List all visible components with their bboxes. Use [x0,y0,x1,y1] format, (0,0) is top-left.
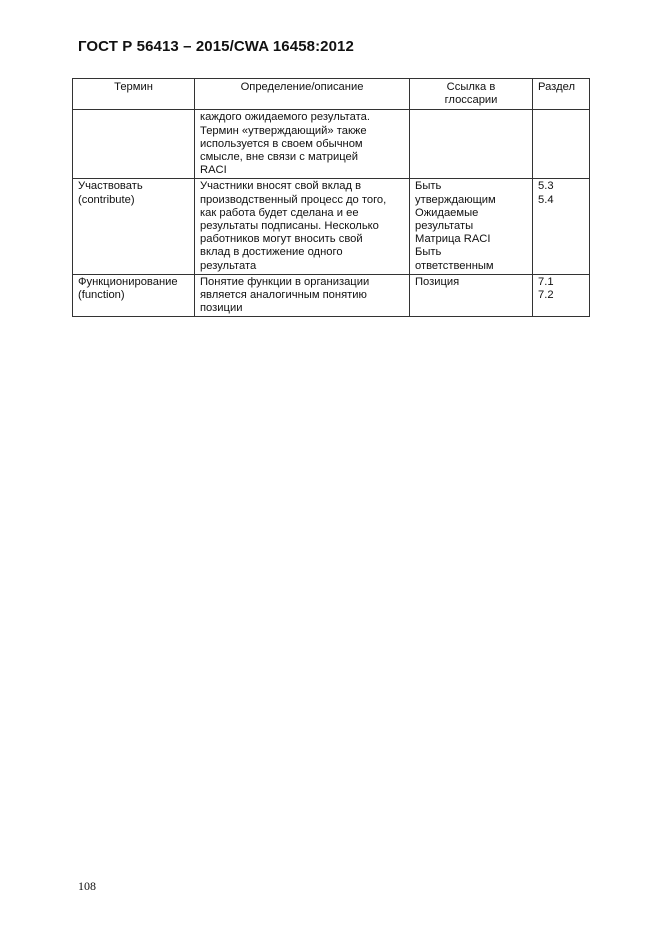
cell-text-line: является аналогичным понятию [200,289,367,302]
cell-text-line: Ожидаемые [415,206,479,219]
cell-term [73,110,195,179]
cell-text-line: 5.4 [538,193,554,206]
cell-glossary-ref [410,274,533,317]
cell-term [73,274,195,317]
column-header-glossary-ref-line: Ссылка в [446,81,496,93]
table-row [73,274,590,317]
cell-text-line: RACI [200,164,227,177]
cell-text-line: 5.3 [538,180,554,193]
cell-section [533,179,590,274]
cell-text-line: Матрица RACI [415,233,491,246]
cell-term [73,179,195,274]
column-header-term: Термин [73,79,195,110]
cell-section [533,274,590,317]
column-header-section: Раздел [533,79,590,110]
cell-glossary-ref [410,110,533,179]
cell-definition [195,110,410,179]
column-header-glossary-ref [410,79,533,110]
column-header-glossary-ref-line: глоссарии [444,94,498,107]
cell-text-line: каждого ожидаемого результата. [200,111,370,124]
cell-text-line: 7.1 [538,275,554,288]
cell-text-line: результаты [415,220,474,233]
glossary-table [72,78,590,317]
cell-text-line: (function) [78,289,125,302]
cell-text-line: 7.2 [538,289,554,302]
table-row [73,110,590,179]
cell-text-line: производственный процесс до того, [200,193,387,206]
cell-text-line: результаты подписаны. Несколько [200,220,379,233]
cell-text-line: ответственным [415,259,494,272]
cell-text-line: позиции [200,302,243,315]
table-header-row [73,79,590,110]
cell-text-line: Участники вносят свой вклад в [200,180,362,193]
cell-section [533,110,590,179]
cell-text-line: как работа будет сделана и ее [200,206,359,219]
cell-text-line: Быть [415,246,442,259]
cell-text-line: Термин «утверждающий» также [200,124,367,137]
cell-text-line: используется в своем обычном [200,137,363,150]
cell-text-line: Позиция [415,275,460,288]
cell-text-line: смысле, вне связи с матрицей [200,151,359,164]
cell-glossary-ref [410,179,533,274]
page-number: 108 [78,879,96,893]
cell-text-line: утверждающим [415,193,496,206]
cell-text-line: Понятие функции в организации [200,275,370,288]
cell-text-line: результата [200,259,257,272]
cell-text-line: Участвовать [78,180,143,193]
column-header-definition: Определение/описание [195,79,410,110]
cell-text-line: (contribute) [78,193,135,206]
cell-text-line: Быть [415,180,442,193]
table-body [73,110,590,317]
document-title: ГОСТ Р 56413 – 2015/CWA 16458:2012 [78,38,354,55]
cell-definition [195,179,410,274]
cell-text-line: Функционирование [78,275,178,288]
cell-definition [195,274,410,317]
table-row [73,179,590,274]
cell-text-line: вклад в достижение одного [200,246,343,259]
cell-text-line: работников могут вносить свой [200,233,363,246]
